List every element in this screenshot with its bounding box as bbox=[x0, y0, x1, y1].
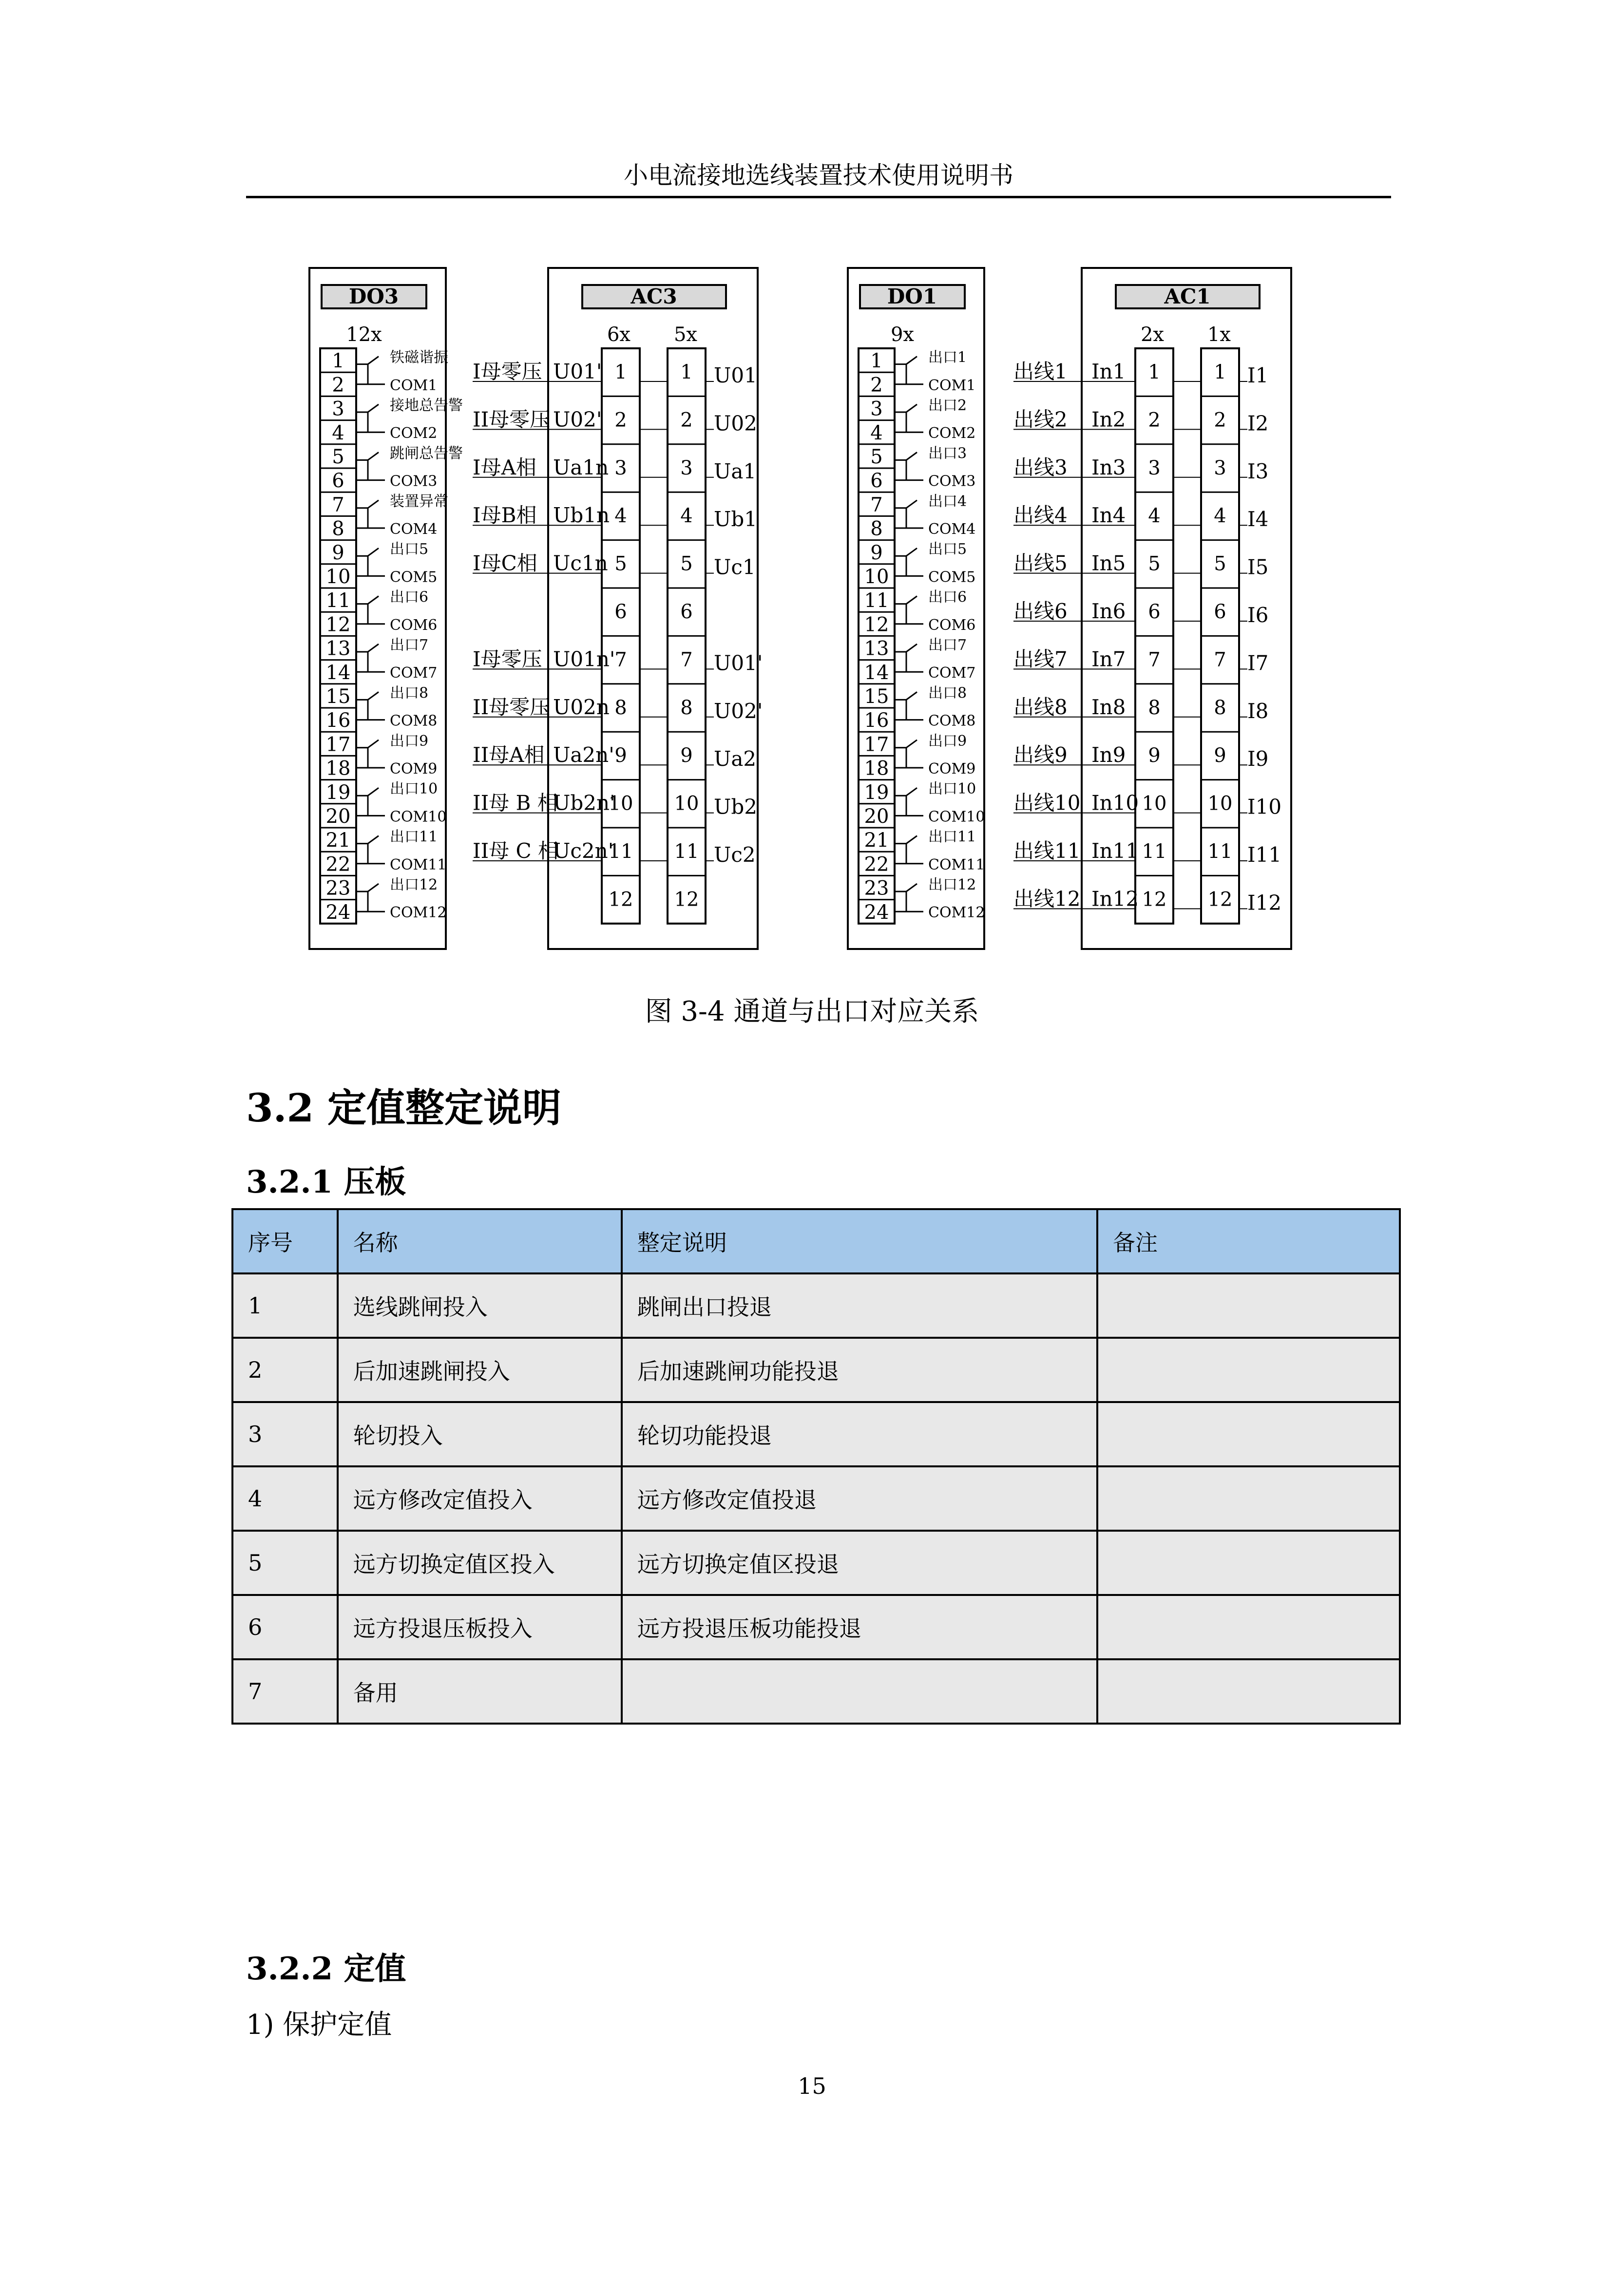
ac3-channel-desc: I母A相 bbox=[473, 455, 536, 479]
cell-name: 轮切投入 bbox=[338, 1402, 622, 1466]
ac3-channel-out: U01' bbox=[714, 651, 763, 675]
ac3-channel-in: U01' bbox=[553, 360, 602, 383]
ac3-terminal-number: 2 bbox=[680, 409, 693, 432]
do3-terminal-number: 13 bbox=[325, 637, 351, 660]
do3-terminal-number: 14 bbox=[325, 661, 351, 684]
ac3-terminal-number: 12 bbox=[608, 888, 633, 911]
cell-description bbox=[622, 1659, 1097, 1724]
ac3-channel-out: U01 bbox=[714, 363, 757, 387]
ac1-terminal-number: 8 bbox=[1214, 696, 1226, 719]
paragraph-protection-setting: 1) 保护定值 bbox=[246, 2009, 392, 2041]
do1-relay-com: COM1 bbox=[928, 377, 976, 394]
do1-terminal-number: 16 bbox=[864, 709, 889, 732]
do3-terminal-number: 22 bbox=[325, 853, 351, 876]
do3-relay-com: COM1 bbox=[390, 377, 438, 394]
ac1-channel-desc: 出线8 bbox=[1013, 695, 1068, 719]
cell-name: 远方投退压板投入 bbox=[338, 1595, 622, 1659]
ac3-channel-desc: II母 C 相 bbox=[473, 839, 559, 863]
ac1-channel-desc: 出线2 bbox=[1013, 407, 1068, 432]
do3-relay-com: COM6 bbox=[390, 616, 438, 634]
do1-terminal-number: 3 bbox=[870, 398, 883, 420]
do1-relay-label: 出口12 bbox=[928, 876, 976, 893]
do3-relay-com: COM9 bbox=[390, 760, 438, 778]
ac1-terminal-number: 9 bbox=[1148, 744, 1161, 767]
page-header-title: 小电流接地选线装置技术使用说明书 bbox=[624, 161, 1013, 190]
do1-relay-com: COM12 bbox=[928, 904, 985, 922]
ac1-channel-out: I4 bbox=[1247, 507, 1269, 531]
ac1-terminal-number: 10 bbox=[1207, 792, 1233, 815]
do1-terminal-number: 20 bbox=[864, 805, 889, 828]
do3-relay-label: 出口6 bbox=[390, 588, 429, 606]
ac3-channel-out: Ua1 bbox=[714, 459, 757, 483]
ac3-channel-out: Ub1 bbox=[714, 507, 758, 531]
ac1-channel-out: I10 bbox=[1247, 795, 1282, 819]
cell-remark bbox=[1097, 1659, 1400, 1724]
ac3-terminal-number: 10 bbox=[674, 792, 699, 815]
do3-column-label: 12x bbox=[346, 323, 382, 346]
ac3-column-left-label: 6x bbox=[607, 323, 631, 346]
ac1-channel-out: I5 bbox=[1247, 555, 1269, 579]
header-remark: 备注 bbox=[1097, 1209, 1400, 1273]
ac3-channel-out: Ub2 bbox=[714, 795, 758, 819]
do1-relay-label: 出口1 bbox=[928, 349, 967, 366]
do1-relay-label: 出口6 bbox=[928, 588, 967, 606]
ac1-channel-desc: 出线10 bbox=[1013, 791, 1081, 815]
do3-relay-com: COM3 bbox=[390, 473, 438, 490]
do1-relay-label: 出口11 bbox=[928, 828, 976, 846]
ac1-channel-in: In9 bbox=[1091, 743, 1126, 767]
do1-relay-label: 出口4 bbox=[928, 493, 967, 510]
do3-relay-com: COM11 bbox=[390, 856, 447, 873]
cell-index: 3 bbox=[232, 1402, 338, 1466]
ac3-terminal-number: 3 bbox=[680, 456, 693, 479]
table-row bbox=[232, 1402, 1400, 1466]
do3-relay-label: 铁磁谐振 bbox=[390, 349, 448, 366]
cell-name: 备用 bbox=[338, 1659, 622, 1724]
ac1-terminal-number: 12 bbox=[1207, 888, 1233, 911]
cell-remark bbox=[1097, 1273, 1400, 1338]
ac1-channel-in: In12 bbox=[1091, 887, 1139, 911]
do3-terminal-number: 1 bbox=[332, 350, 344, 373]
ac3-terminal-number: 11 bbox=[674, 840, 699, 863]
ac3-terminal-number: 6 bbox=[614, 601, 627, 623]
ac1-terminal-number: 4 bbox=[1148, 505, 1161, 528]
ac3-terminal-number: 7 bbox=[680, 648, 693, 671]
ac3-channel-desc: II母A相 bbox=[473, 743, 545, 767]
ac1-channel-in: In11 bbox=[1091, 839, 1139, 863]
do3-terminal-number: 4 bbox=[332, 421, 344, 444]
do1-relay-com: COM9 bbox=[928, 760, 976, 778]
do3-relay-com: COM4 bbox=[390, 521, 438, 538]
ac3-channel-desc: I母零压 bbox=[473, 360, 542, 383]
cell-description: 后加速跳闸功能投退 bbox=[622, 1338, 1097, 1402]
do1-terminal-number: 22 bbox=[864, 853, 889, 876]
ac1-channel-in: In4 bbox=[1091, 503, 1126, 528]
do1-terminal-number: 8 bbox=[870, 517, 883, 540]
do3-terminal-number: 17 bbox=[325, 733, 351, 756]
ac1-terminal-number: 8 bbox=[1148, 696, 1161, 719]
do1-relay-com: COM4 bbox=[928, 521, 976, 538]
ac1-channel-desc: 出线1 bbox=[1013, 360, 1068, 383]
do3-terminal-number: 23 bbox=[325, 877, 351, 900]
ac1-terminal-number: 11 bbox=[1142, 840, 1167, 863]
ac3-column-right-label: 5x bbox=[673, 323, 698, 346]
ac3-channel-in: Ua2n' bbox=[553, 743, 614, 767]
do1-relay-label: 出口8 bbox=[928, 684, 967, 702]
ac3-terminal-number: 10 bbox=[608, 792, 633, 815]
do3-terminal-number: 5 bbox=[332, 446, 344, 468]
ac3-terminal-number: 4 bbox=[680, 505, 693, 528]
ac3-channel-in: Ua1n bbox=[553, 455, 609, 479]
do1-terminal-number: 4 bbox=[870, 421, 883, 444]
figure-caption: 图 3-4 通道与出口对应关系 bbox=[645, 996, 979, 1027]
ac1-channel-in: In6 bbox=[1091, 599, 1126, 623]
ac3-channel-in: U01n' bbox=[553, 647, 615, 671]
subsection-heading-platen: 3.2.1 压板 bbox=[246, 1164, 406, 1200]
do3-terminal-number: 18 bbox=[325, 757, 351, 780]
ac3-terminal-number: 9 bbox=[680, 744, 693, 767]
ac1-channel-desc: 出线12 bbox=[1013, 887, 1081, 911]
ac3-channel-in: Ub2n' bbox=[553, 791, 615, 815]
ac3-channel-in: Uc2n' bbox=[553, 839, 614, 863]
cell-description: 远方切换定值区投退 bbox=[622, 1531, 1097, 1595]
do3-relay-label: 出口5 bbox=[390, 541, 429, 558]
ac1-terminal-number: 9 bbox=[1214, 744, 1226, 767]
do1-relay-label: 出口5 bbox=[928, 541, 967, 558]
ac3-channel-in: U02n bbox=[553, 695, 610, 719]
ac3-terminal-number: 1 bbox=[614, 361, 627, 383]
ac3-terminal-number: 5 bbox=[614, 552, 627, 575]
do3-relay-label: 出口11 bbox=[390, 828, 438, 846]
ac3-channel-out: Uc2 bbox=[714, 843, 756, 867]
do1-terminal-number: 7 bbox=[870, 493, 883, 516]
do3-relay-label: 跳闸总告警 bbox=[390, 445, 463, 462]
do3-terminal-number: 10 bbox=[325, 566, 351, 588]
do3-relay-com: COM12 bbox=[390, 904, 447, 922]
section-heading: 3.2 定值整定说明 bbox=[246, 1085, 562, 1131]
do3-relay-label: 出口8 bbox=[390, 684, 429, 702]
do3-terminal-number: 2 bbox=[332, 374, 344, 397]
do3-terminal-number: 15 bbox=[325, 685, 351, 708]
table-row bbox=[232, 1338, 1400, 1402]
do1-relay-com: COM7 bbox=[928, 664, 976, 682]
ac3-channel-out: Uc1 bbox=[714, 555, 756, 579]
ac3-terminal-number: 1 bbox=[680, 361, 693, 383]
do1-terminal-number: 12 bbox=[864, 613, 889, 636]
do3-terminal-number: 11 bbox=[325, 589, 351, 612]
do1-relay-label: 出口2 bbox=[928, 397, 967, 414]
ac1-channel-out: I3 bbox=[1247, 459, 1269, 483]
cell-remark bbox=[1097, 1531, 1400, 1595]
ac1-terminal-number: 3 bbox=[1214, 456, 1226, 479]
do3-title: DO3 bbox=[348, 285, 399, 308]
ac3-channel-desc: II母 B 相 bbox=[473, 791, 558, 815]
ac1-terminal-number: 7 bbox=[1214, 648, 1226, 671]
do1-terminal-number: 2 bbox=[870, 374, 883, 397]
do3-terminal-number: 19 bbox=[325, 781, 351, 804]
do3-relay-label: 出口9 bbox=[390, 732, 429, 750]
do1-terminal-number: 10 bbox=[864, 566, 889, 588]
do3-terminal-number: 24 bbox=[325, 901, 351, 924]
ac3-terminal-number: 6 bbox=[680, 601, 693, 623]
ac3-terminal-number: 2 bbox=[614, 409, 627, 432]
do3-terminal-number: 6 bbox=[332, 470, 344, 493]
ac1-terminal-number: 3 bbox=[1148, 456, 1161, 479]
do1-terminal-number: 15 bbox=[864, 685, 889, 708]
ac1-channel-out: I8 bbox=[1247, 699, 1269, 723]
ac1-terminal-number: 6 bbox=[1214, 601, 1226, 623]
do3-terminal-number: 20 bbox=[325, 805, 351, 828]
do1-terminal-number: 21 bbox=[864, 829, 889, 852]
ac1-channel-desc: 出线9 bbox=[1013, 743, 1068, 767]
ac1-channel-in: In8 bbox=[1091, 695, 1126, 719]
platen-table bbox=[231, 1208, 1401, 1725]
do1-title: DO1 bbox=[887, 285, 937, 308]
ac3-channel-desc: I母B相 bbox=[473, 503, 537, 528]
do3-relay-com: COM10 bbox=[390, 808, 447, 826]
ac3-terminal-number: 12 bbox=[674, 888, 699, 911]
do1-relay-com: COM11 bbox=[928, 856, 985, 873]
do3-relay-com: COM2 bbox=[390, 425, 438, 442]
header-index: 序号 bbox=[232, 1209, 338, 1273]
do3-relay-label: 装置异常 bbox=[390, 493, 448, 510]
ac1-channel-desc: 出线6 bbox=[1013, 599, 1068, 623]
cell-description: 跳闸出口投退 bbox=[622, 1273, 1097, 1338]
ac1-channel-out: I12 bbox=[1247, 891, 1282, 915]
ac3-terminal-number: 4 bbox=[614, 505, 627, 528]
ac1-terminal-number: 4 bbox=[1214, 505, 1226, 528]
table-row bbox=[232, 1466, 1400, 1531]
ac1-terminal-number: 5 bbox=[1148, 552, 1161, 575]
cell-remark bbox=[1097, 1595, 1400, 1659]
do1-relay-label: 出口3 bbox=[928, 445, 967, 462]
ac1-channel-in: In7 bbox=[1091, 647, 1126, 671]
ac1-terminal-number: 5 bbox=[1214, 552, 1226, 575]
do1-relay-com: COM2 bbox=[928, 425, 976, 442]
do1-terminal-number: 24 bbox=[864, 901, 889, 924]
cell-remark bbox=[1097, 1338, 1400, 1402]
do1-terminal-number: 23 bbox=[864, 877, 889, 900]
do3-terminal-number: 8 bbox=[332, 517, 344, 540]
ac1-channel-desc: 出线5 bbox=[1013, 551, 1068, 575]
ac1-terminal-number: 2 bbox=[1148, 409, 1161, 432]
do3-terminal-number: 9 bbox=[332, 541, 344, 564]
do1-terminal-number: 9 bbox=[870, 541, 883, 564]
ac1-channel-in: In1 bbox=[1091, 360, 1126, 383]
ac1-terminal-number: 12 bbox=[1142, 888, 1167, 911]
ac1-column-right-label: 1x bbox=[1207, 323, 1231, 346]
ac3-channel-out: Ua2 bbox=[714, 747, 757, 771]
do3-relay-label: 出口12 bbox=[390, 876, 438, 893]
ac3-channel-in: Ub1n bbox=[553, 503, 610, 528]
table-row bbox=[232, 1659, 1400, 1724]
do3-terminal-number: 21 bbox=[325, 829, 351, 852]
ac1-channel-out: I11 bbox=[1247, 843, 1282, 867]
do1-terminal-number: 13 bbox=[864, 637, 889, 660]
ac1-terminal-number: 1 bbox=[1148, 361, 1161, 383]
table-row bbox=[232, 1595, 1400, 1659]
ac3-channel-in: U02' bbox=[553, 407, 602, 432]
do3-terminal-number: 7 bbox=[332, 493, 344, 516]
cell-description: 远方投退压板功能投退 bbox=[622, 1595, 1097, 1659]
ac3-terminal-number: 9 bbox=[614, 744, 627, 767]
do1-terminal-number: 11 bbox=[864, 589, 889, 612]
ac3-terminal-number: 11 bbox=[608, 840, 633, 863]
do1-relay-com: COM5 bbox=[928, 569, 976, 586]
do1-relay-com: COM10 bbox=[928, 808, 985, 826]
cell-description: 远方修改定值投退 bbox=[622, 1466, 1097, 1531]
cell-index: 7 bbox=[232, 1659, 338, 1724]
do1-relay-label: 出口9 bbox=[928, 732, 967, 750]
ac1-channel-in: In5 bbox=[1091, 551, 1126, 575]
terminal-diagram bbox=[292, 258, 1316, 960]
table-header-row bbox=[232, 1209, 1400, 1273]
page-number: 15 bbox=[798, 2073, 826, 2099]
cell-name: 后加速跳闸投入 bbox=[338, 1338, 622, 1402]
ac3-terminal-number: 5 bbox=[680, 552, 693, 575]
ac1-column-left-label: 2x bbox=[1140, 323, 1165, 346]
ac1-terminal-number: 2 bbox=[1214, 409, 1226, 432]
do1-relay-com: COM6 bbox=[928, 616, 976, 634]
ac3-terminal-number: 8 bbox=[680, 696, 693, 719]
header-name: 名称 bbox=[338, 1209, 622, 1273]
ac1-terminal-number: 7 bbox=[1148, 648, 1161, 671]
do3-relay-label: 接地总告警 bbox=[390, 397, 463, 414]
ac1-title: AC1 bbox=[1164, 285, 1211, 308]
cell-name: 远方修改定值投入 bbox=[338, 1466, 622, 1531]
cell-name: 远方切换定值区投入 bbox=[338, 1531, 622, 1595]
do1-terminal-number: 6 bbox=[870, 470, 883, 493]
do3-relay-label: 出口7 bbox=[390, 637, 429, 654]
header-rule bbox=[246, 196, 1391, 198]
do1-relay-com: COM3 bbox=[928, 473, 976, 490]
do3-relay-com: COM7 bbox=[390, 664, 438, 682]
ac3-terminal-number: 7 bbox=[614, 648, 627, 671]
do1-relay-label: 出口10 bbox=[928, 780, 976, 798]
do3-relay-com: COM5 bbox=[390, 569, 438, 586]
ac1-terminal-number: 10 bbox=[1142, 792, 1167, 815]
ac1-channel-desc: 出线4 bbox=[1013, 503, 1068, 528]
do1-terminal-number: 5 bbox=[870, 446, 883, 468]
ac3-channel-desc: I母C相 bbox=[473, 551, 537, 575]
ac1-channel-out: I7 bbox=[1247, 651, 1269, 675]
do3-terminal-number: 16 bbox=[325, 709, 351, 732]
do1-relay-com: COM8 bbox=[928, 712, 976, 730]
ac3-title: AC3 bbox=[630, 285, 677, 308]
do3-terminal-number: 12 bbox=[325, 613, 351, 636]
do1-column-label: 9x bbox=[890, 323, 915, 346]
ac3-terminal-number: 3 bbox=[614, 456, 627, 479]
ac1-channel-in: In2 bbox=[1091, 407, 1126, 432]
do1-terminal-number: 18 bbox=[864, 757, 889, 780]
do1-terminal-number: 17 bbox=[864, 733, 889, 756]
cell-description: 轮切功能投退 bbox=[622, 1402, 1097, 1466]
ac3-channel-out: U02' bbox=[714, 699, 763, 723]
cell-name: 选线跳闸投入 bbox=[338, 1273, 622, 1338]
ac1-channel-out: I6 bbox=[1247, 603, 1269, 627]
ac1-channel-desc: 出线7 bbox=[1013, 647, 1068, 671]
ac1-channel-desc: 出线11 bbox=[1013, 839, 1081, 863]
do1-terminal-number: 19 bbox=[864, 781, 889, 804]
ac3-channel-desc: I母零压 bbox=[473, 647, 542, 671]
ac1-channel-out: I2 bbox=[1247, 411, 1269, 436]
ac3-channel-out: U02 bbox=[714, 411, 757, 436]
do3-terminal-number: 3 bbox=[332, 398, 344, 420]
ac3-channel-in: Uc1n bbox=[553, 551, 608, 575]
ac1-channel-out: I9 bbox=[1247, 747, 1269, 771]
ac1-channel-in: In10 bbox=[1091, 791, 1139, 815]
ac1-terminal-number: 1 bbox=[1214, 361, 1226, 383]
cell-index: 5 bbox=[232, 1531, 338, 1595]
ac1-channel-in: In3 bbox=[1091, 455, 1126, 479]
do1-terminal-number: 1 bbox=[870, 350, 883, 373]
ac1-terminal-number: 11 bbox=[1207, 840, 1233, 863]
cell-remark bbox=[1097, 1402, 1400, 1466]
ac1-channel-out: I1 bbox=[1247, 363, 1269, 387]
ac3-channel-desc: II母零压 bbox=[473, 407, 551, 432]
do3-relay-label: 出口10 bbox=[390, 780, 438, 798]
cell-remark bbox=[1097, 1466, 1400, 1531]
cell-index: 2 bbox=[232, 1338, 338, 1402]
header-description: 整定说明 bbox=[622, 1209, 1097, 1273]
do1-relay-label: 出口7 bbox=[928, 637, 967, 654]
table-row bbox=[232, 1273, 1400, 1338]
cell-index: 1 bbox=[232, 1273, 338, 1338]
ac1-channel-desc: 出线3 bbox=[1013, 455, 1068, 479]
ac3-terminal-number: 8 bbox=[614, 696, 627, 719]
ac1-terminal-number: 6 bbox=[1148, 601, 1161, 623]
cell-index: 4 bbox=[232, 1466, 338, 1531]
table-row bbox=[232, 1531, 1400, 1595]
do1-terminal-number: 14 bbox=[864, 661, 889, 684]
do3-relay-com: COM8 bbox=[390, 712, 438, 730]
cell-index: 6 bbox=[232, 1595, 338, 1659]
ac3-channel-desc: II母零压 bbox=[473, 695, 551, 719]
subsection-heading-setting: 3.2.2 定值 bbox=[246, 1951, 406, 1987]
